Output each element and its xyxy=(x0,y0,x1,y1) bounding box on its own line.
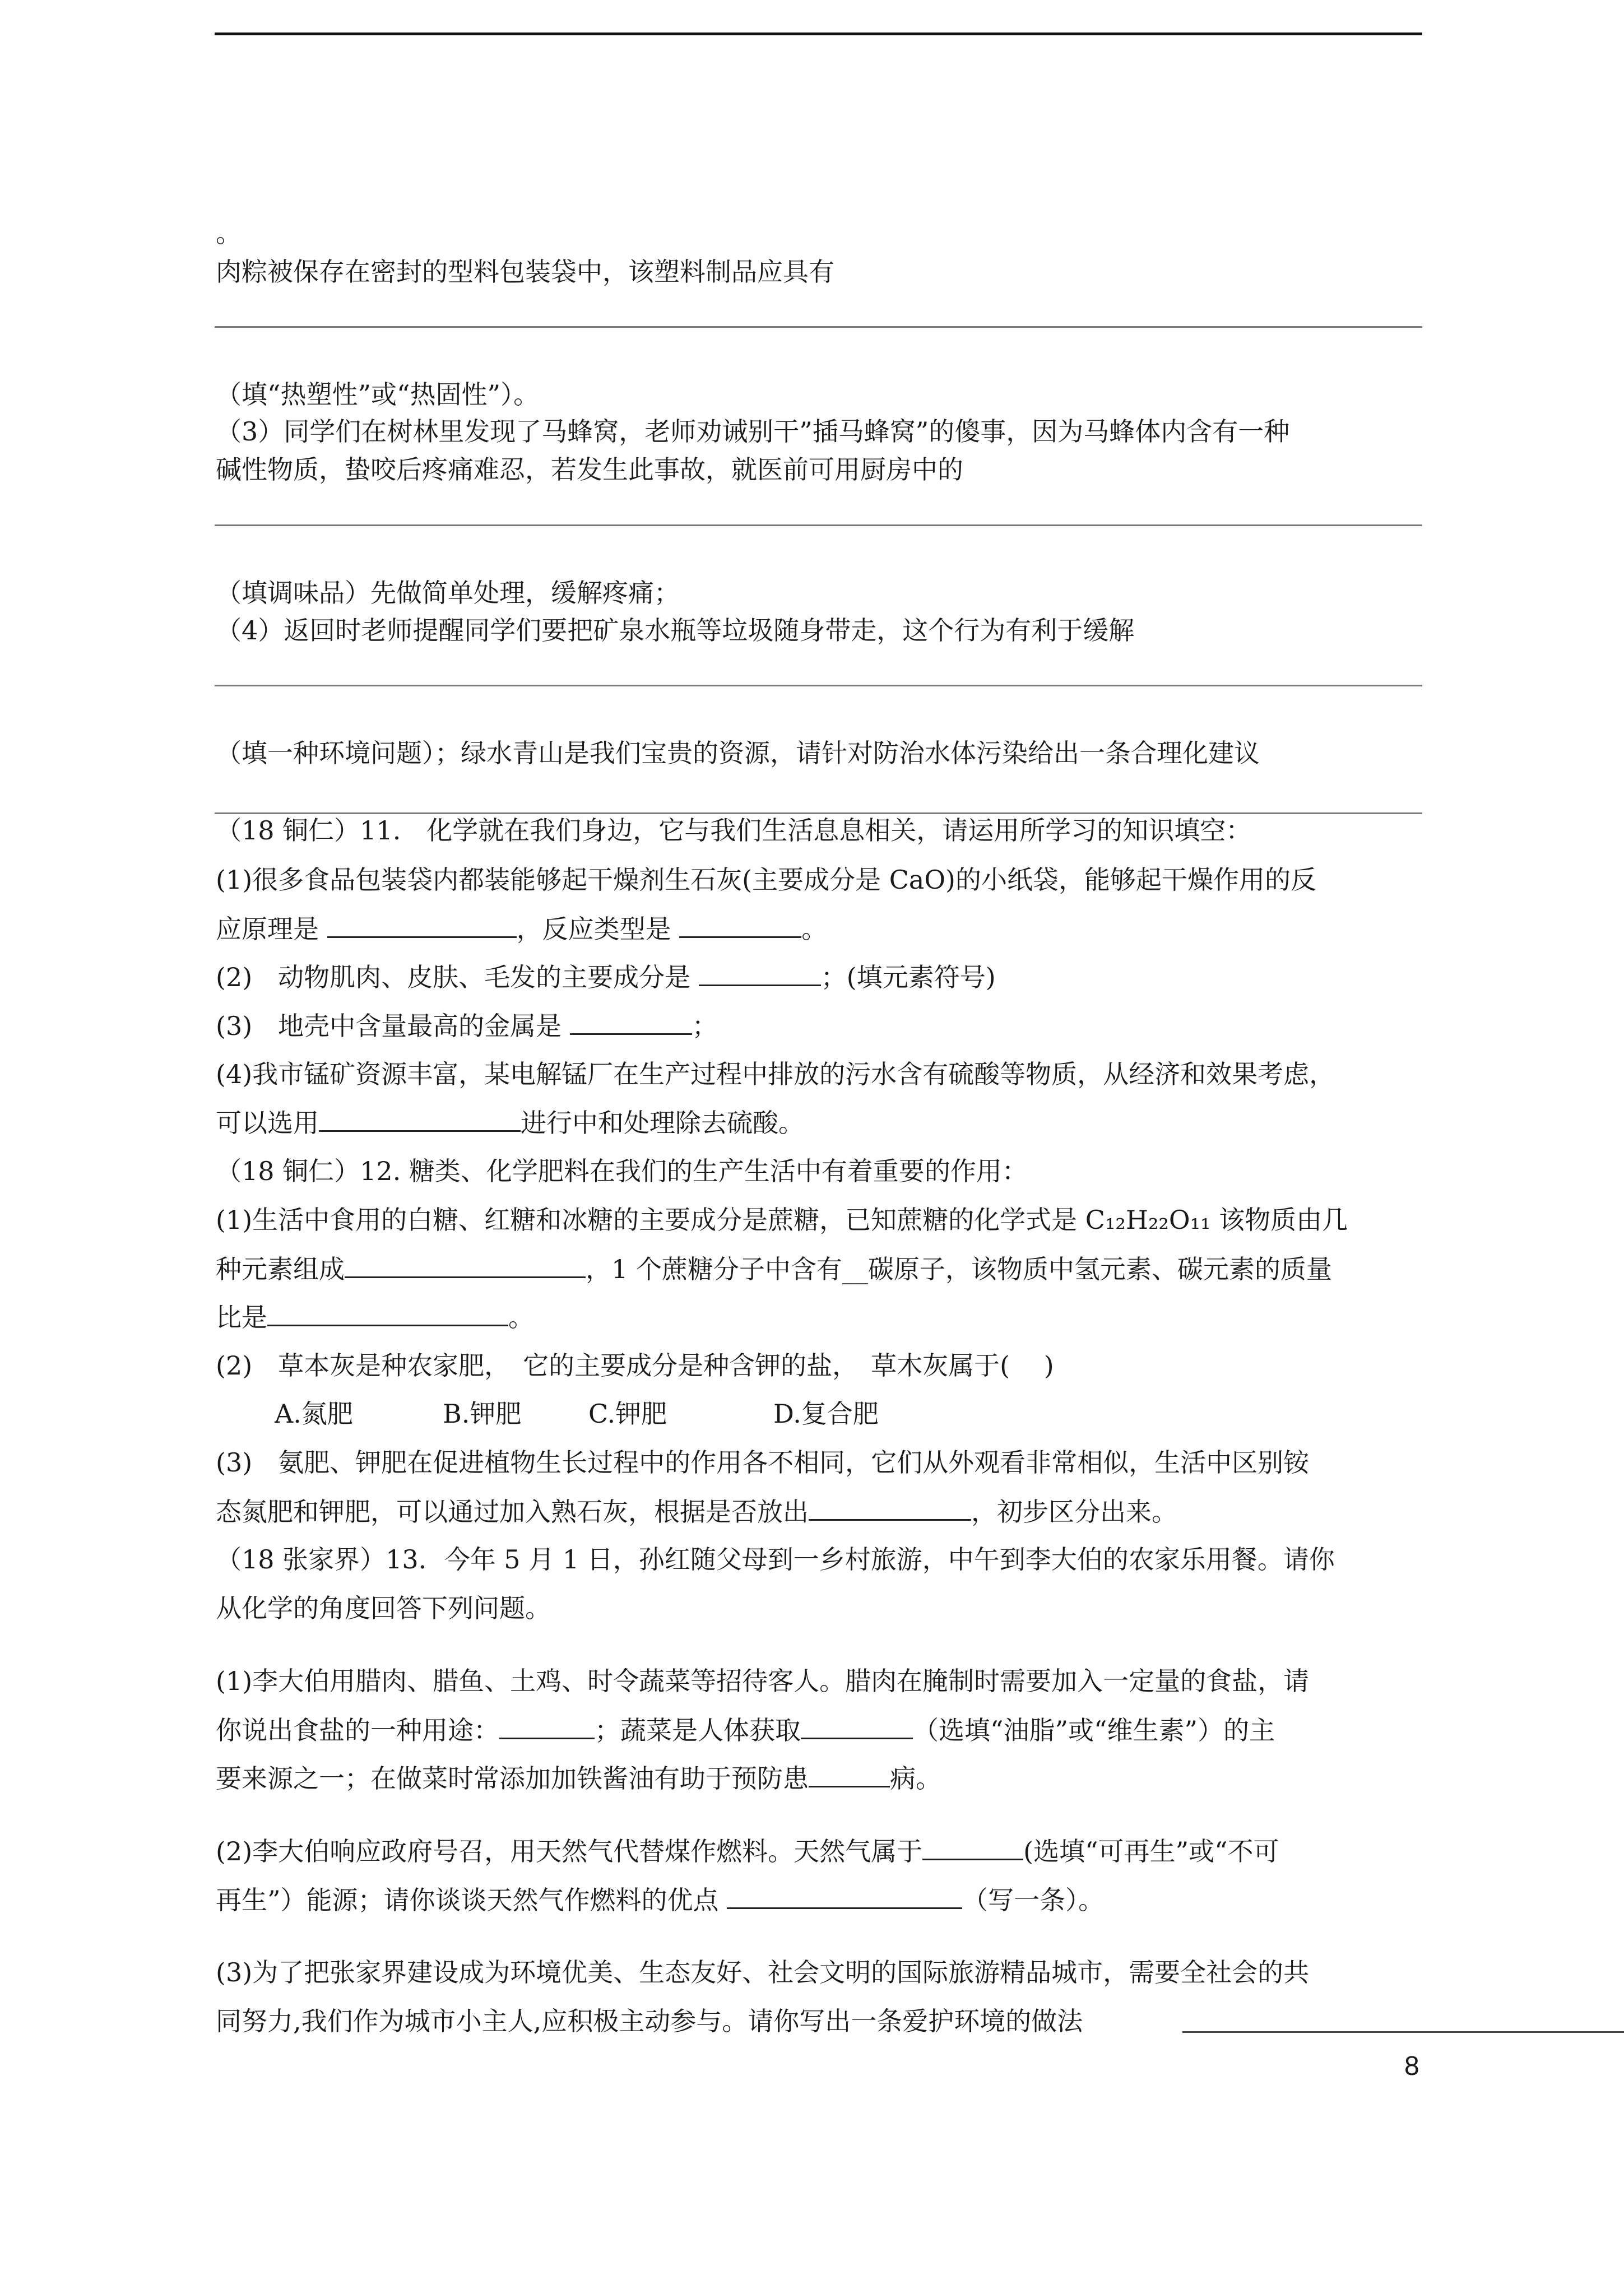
question-13-title: （18 张家界）13．今年 5 月 1 日，孙红随父母到一乡村旅游，中午到李大伯的农家乐用餐。请你 xyxy=(216,1544,1335,1575)
options-row xyxy=(275,1397,879,1431)
text-line: （4）返回时老师提醒同学们要把矿泉水瓶等垃圾随身带走，这个行为有利于缓解 xyxy=(216,615,1135,646)
answer-line xyxy=(215,326,1422,328)
question-11-title: （18 铜仁）11. 化学就在我们身边，它与我们生活息息相关，请运用所学习的知识填空： xyxy=(216,815,1252,846)
text-line: （填“热塑性”或“热固性”）。 xyxy=(216,379,540,410)
text-line: （3）同学们在树林里发现了马蜂窝，老师劝诫别干”插马蜂窝”的傻事，因为马蜂体内含有一种 xyxy=(216,416,1290,447)
answer-blank[interactable] xyxy=(1182,2031,1624,2033)
text-line: 同努力,我们作为城市小主人,应积极主动参与。请你写出一条爱护环境的做法 xyxy=(216,2006,1083,2036)
text-line: 比是 。 xyxy=(216,1300,534,1334)
text-line: (3) 氨肥、钾肥在促进植物生长过程中的作用各不相同，它们从外观看非常相似，生活中区别铵 xyxy=(216,1447,1310,1478)
header-rule xyxy=(215,32,1422,35)
question-12-title: （18 铜仁）12. 糖类、化学肥料在我们的生产生活中有着重要的作用： xyxy=(216,1156,1028,1186)
answer-blank[interactable] xyxy=(267,1300,508,1326)
answer-blank[interactable] xyxy=(809,1761,890,1787)
text-line: 肉粽被保存在密封的型料包装袋中，该塑料制品应具有 xyxy=(216,257,834,287)
text-line: 态氮肥和钾肥，可以通过加入熟石灰，根据是否放出 ，初步区分出来。 xyxy=(216,1494,1177,1529)
text-line: 。 xyxy=(216,218,242,248)
text-line: 你说出食盐的一种用途： ；蔬菜是人体获取 （选填“油脂”或“维生素”）的主 xyxy=(216,1713,1275,1747)
text-line: 要来源之一；在做菜时常添加加铁酱油有助于预防患 病。 xyxy=(216,1761,941,1795)
answer-blank[interactable] xyxy=(809,1494,971,1521)
text-line: (4)我市锰矿资源丰富，某电解锰厂在生产过程中排放的污水含有硫酸等物质，从经济和效果考虑， xyxy=(216,1059,1335,1089)
text-line: （填一种环境问题）；绿水青山是我们宝贵的资源，请针对防治水体污染给出一条合理化建议 xyxy=(216,738,1260,768)
text-line: (2) 草本灰是种农家肥， 它的主要成分是种含钾的盐， 草木灰属于( ) xyxy=(216,1350,1054,1381)
answer-blank[interactable] xyxy=(679,912,801,938)
answer-blank[interactable] xyxy=(727,1883,962,1909)
page-number: 8 xyxy=(1404,2051,1419,2081)
text-line: (1)很多食品包装袋内都装能够起干燥剂生石灰(主要成分是 CaO)的小纸袋，能够起干燥作用的反 xyxy=(216,865,1317,895)
answer-blank[interactable] xyxy=(345,1252,586,1278)
answer-blank[interactable] xyxy=(327,912,517,938)
answer-blank[interactable] xyxy=(922,1834,1023,1860)
text-line: 再生”）能源；请你谈谈天然气作燃料的优点 （写一条）。 xyxy=(216,1883,1104,1917)
text-line: (3) 地壳中含量最高的金属是 ； xyxy=(216,1009,718,1043)
option-b[interactable]: B.钾肥 xyxy=(443,1399,522,1429)
text-line: 碱性物质，蛰咬后疼痛难忍，若发生此事故，就医前可用厨房中的 xyxy=(216,454,963,485)
answer-line xyxy=(215,524,1422,526)
option-c[interactable]: C.钾肥 xyxy=(588,1399,667,1429)
text-line: (1)生活中食用的白糖、红糖和冰糖的主要成分是蔗糖，已知蔗糖的化学式是 C₁₂H₂₂O₁₁ 该物质由几 xyxy=(216,1205,1348,1235)
answer-blank[interactable] xyxy=(801,1713,913,1739)
text-line: (2)李大伯响应政府号召，用天然气代替煤作燃料。天然气属于 (选填“可再生”或“不可 xyxy=(216,1834,1279,1868)
answer-blank[interactable] xyxy=(570,1009,692,1035)
text-line: 可以选用 进行中和处理除去硫酸。 xyxy=(216,1106,804,1140)
text-line: （填调味品）先做简单处理，缓解疼痛； xyxy=(216,578,680,608)
text-line: (2) 动物肌肉、皮肤、毛发的主要成分是 ；(填元素符号) xyxy=(216,960,996,994)
answer-blank[interactable] xyxy=(499,1713,595,1739)
option-d[interactable]: D.复合肥 xyxy=(773,1399,879,1429)
text-line: 应原理是 ，反应类型是 。 xyxy=(216,912,827,946)
text-line: 种元素组成 ，1 个蔗糖分子中含有__碳原子，该物质中氢元素、碳元素的质量 xyxy=(216,1252,1332,1286)
text-line: 从化学的角度回答下列问题。 xyxy=(216,1593,551,1623)
answer-blank[interactable] xyxy=(319,1106,521,1132)
answer-blank[interactable] xyxy=(699,960,821,986)
text-line: (3)为了把张家界建设成为环境优美、生态友好、社会文明的国际旅游精品城市，需要全社会的共 xyxy=(216,1957,1310,1987)
answer-line xyxy=(215,685,1422,686)
option-a[interactable]: A.氮肥 xyxy=(275,1399,353,1429)
text-line: (1)李大伯用腊肉、腊鱼、土鸡、时令蔬菜等招待客人。腊肉在腌制时需要加入一定量的食盐，请 xyxy=(216,1666,1310,1696)
